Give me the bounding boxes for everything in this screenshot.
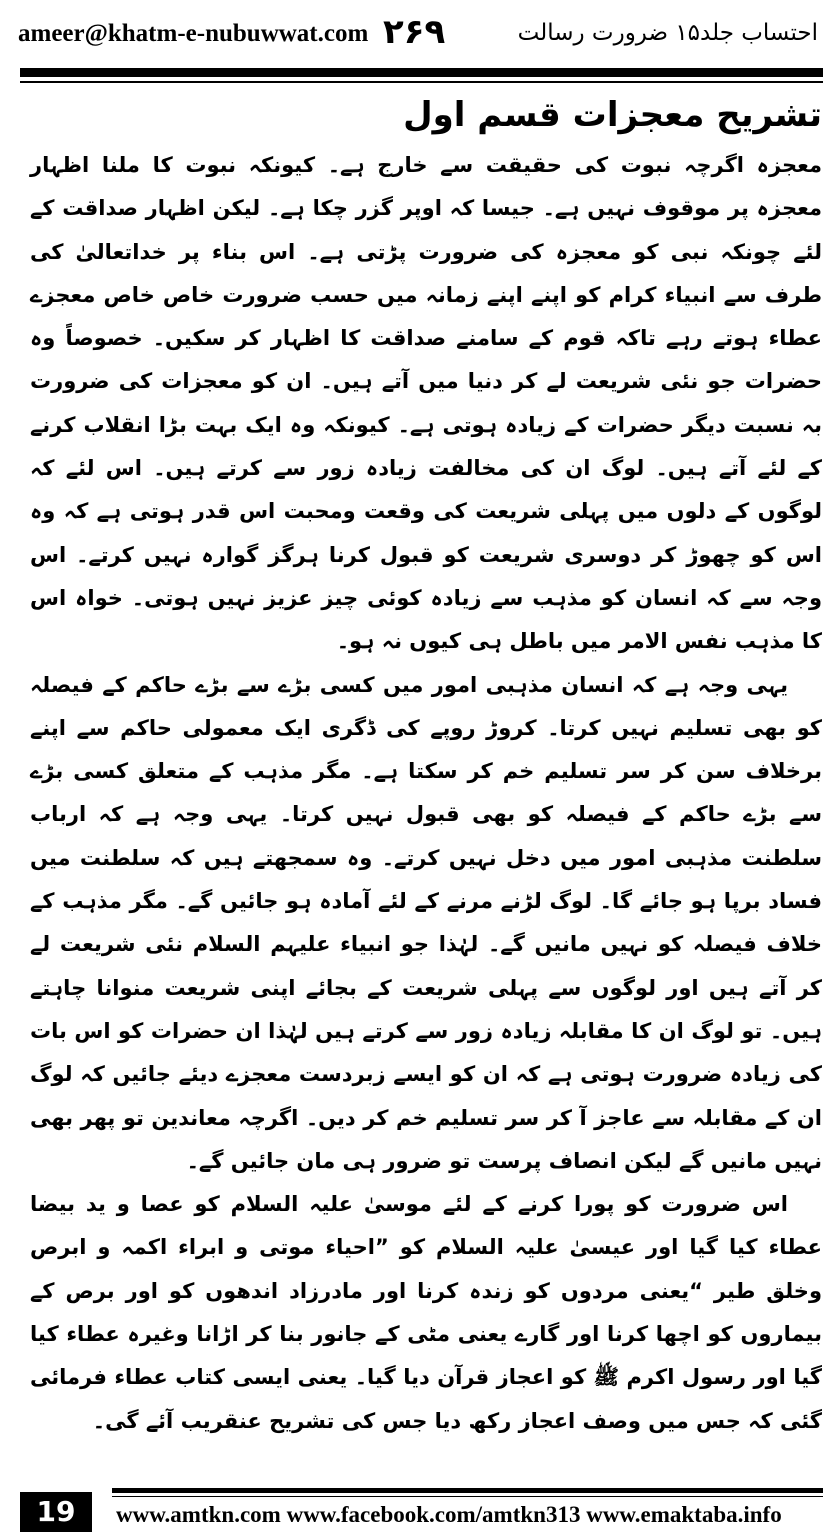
page-footer — [20, 1486, 823, 1540]
paragraph: معجزہ اگرچہ نبوت کی حقیقت سے خارج ہے۔ کیونکہ نبوت کا ملنا اظہار معجزہ پر موقوف نہیں ہے۔ جیسا کہ اوپر گزر چکا ہے۔ لیکن اظہار صداقت کے لئے چونکہ نبی کو معجزہ کی ضرورت پڑتی ہے۔ اس بناء پر خداتعالیٰ کی طرف سے انبیاء کرام کو اپنے اپنے زمانہ میں حسب ضرورت خاص خاص معجزے عطاء ہوتے رہے تاکہ قوم کے سامنے صداقت کا اظہار کر سکیں۔ خصوصاً وہ حضرات جو نئی شریعت لے کر دنیا میں آتے ہیں۔ ان کو معجزات کی ضرورت بہ نسبت دیگر حضرات کے زیادہ ہوتی ہے۔ کیونکہ وہ ایک بہت بڑا انقلاب کرنے کے لئے آتے ہیں۔ لوگ ان کی مخالفت زیادہ زور سے کرتے ہیں۔ اس لئے کہ لوگوں کے دلوں میں پہلی شریعت کی وقعت ومحبت اس قدر ہوتی ہے کہ وہ اس کو چھوڑ کر دوسری شریعت کو قبول کرنا ہرگز گوارہ نہیں کرتے۔ اس وجہ سے کہ انسان کو مذہب سے زیادہ کوئی چیز عزیز نہیں ہوتی۔ خواہ اس کا مذہب نفس الامر میں باطل ہی کیوں نہ ہو۔ — [30, 153, 822, 654]
paragraph: اس ضرورت کو پورا کرنے کے لئے موسیٰ علیہ السلام کو عصا و ید بیضا عطاء کیا گیا اور عیسیٰ علیہ السلام کو ”احیاء موتی و ابراء اکمہ و ابرص وخلق طیر “یعنی مردوں کو زندہ کرنا اور مادرزاد اندھوں کو اور برص کے بیماروں کو اچھا کرنا اور گارے یعنی مٹی کے جانور بنا کر اڑانا وغیرہ عطاء کیا گیا اور رسول اکرم ﷺ کو اعجاز قرآن دیا گیا۔ یعنی ایسی کتاب عطاء فرمائی گئی کہ جس میں وصف اعجاز رکھ دیا جس کی تشریح عنقریب آئے گی۔ — [30, 1192, 822, 1433]
footer-rule — [112, 1488, 823, 1493]
section-heading: تشریح معجزات قسم اول — [403, 95, 822, 135]
paragraph: یہی وجہ ہے کہ انسان مذہبی امور میں کسی بڑے سے بڑے حاکم کے فیصلہ کو بھی تسلیم نہیں کرتا۔ کروڑ روپے کی ڈگری ایک معمولی حاکم سے اپنے برخلاف سن کر سر تسلیم خم کر سکتا ہے۔ مگر مذہب کے متعلق کسی بڑے سے بڑے حاکم کے فیصلہ کو بھی قبول نہیں کرتا۔ یہی وجہ ہے کہ ارباب سلطنت مذہبی امور میں دخل نہیں کرتے۔ وہ سمجھتے ہیں کہ سلطنت میں فساد برپا ہو جائے گا۔ لوگ لڑنے مرنے کے لئے آمادہ ہو جائیں گے۔ مگر مذہب کے خلاف فیصلہ کو نہیں مانیں گے۔ لہٰذا جو انبیاء علیہم السلام نئی شریعت لے کر آتے ہیں اور لوگوں سے پہلی شریعت کے بجائے اپنی شریعت منوانا چاہتے ہیں۔ تو لوگ ان کا مقابلہ زیادہ زور سے کرتے ہیں لہٰذا ان حضرات کو اس بات کی زیادہ ضرورت ہوتی ہے کہ ان کو ایسے زبردست معجزے دیئے جائیں کہ لوگ ان کے مقابلہ سے عاجز آ کر سر تسلیم خم کر دیں۔ اگرچہ معاندین تو پھر بھی نہیں مانیں گے لیکن انصاف پرست تو ضرور ہی مان جائیں گے۔ — [30, 672, 822, 1173]
header-email: ameer@khatm-e-nubuwwat.com — [18, 20, 369, 47]
header-page-number: ۲۶۹ — [383, 12, 446, 52]
header-series-title: احتساب جلد۱۵ ضرورت رسالت — [517, 20, 818, 46]
page-body — [30, 84, 822, 1443]
header-rule-thin — [20, 81, 823, 83]
footer-rule-thin — [112, 1496, 823, 1497]
page-header — [0, 0, 840, 70]
footer-page-number: 19 — [20, 1492, 92, 1532]
header-rule-thick — [20, 68, 823, 77]
footer-links: www.amtkn.com www.facebook.com/amtkn313 www.emaktaba.info — [116, 1502, 782, 1527]
